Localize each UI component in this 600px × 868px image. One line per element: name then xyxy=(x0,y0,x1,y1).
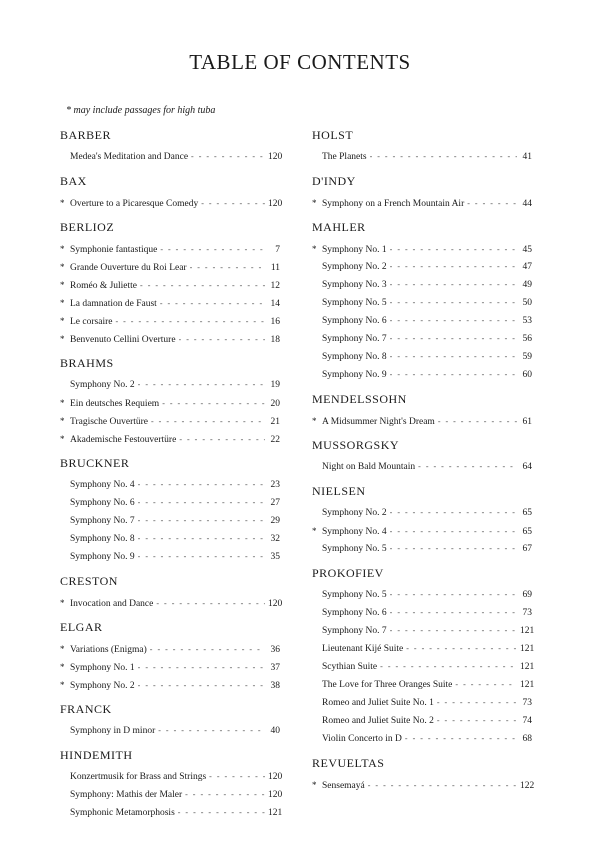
composer-heading: BAX xyxy=(60,174,87,188)
dot-leader xyxy=(191,148,265,166)
high-tuba-asterisk-icon: * xyxy=(60,198,65,208)
toc-entry[interactable] xyxy=(60,640,280,658)
page-number: 120 xyxy=(268,152,283,162)
work-title: La damnation de Faust xyxy=(70,299,157,309)
dot-leader xyxy=(437,712,517,730)
composer-section xyxy=(312,754,535,794)
work-title: Lieutenant Kijé Suite xyxy=(322,644,404,654)
work-title: Symphonic Metamorphosis xyxy=(70,808,175,818)
page-number: 47 xyxy=(522,262,532,272)
page-number: 69 xyxy=(522,590,532,600)
toc-entry[interactable] xyxy=(312,540,532,558)
dot-leader xyxy=(160,241,265,259)
work-title: Symphony No. 7 xyxy=(322,334,387,344)
composer-heading: BARBER xyxy=(60,128,112,142)
page-number: 121 xyxy=(520,626,535,636)
dot-leader xyxy=(390,312,517,330)
dot-leader xyxy=(138,677,265,695)
dot-leader xyxy=(438,413,517,431)
composer-heading: MUSSORGSKY xyxy=(312,438,400,452)
toc-entry[interactable] xyxy=(60,376,280,394)
work-title: Symphony No. 9 xyxy=(70,552,135,562)
page-number: 7 xyxy=(275,245,280,255)
page-title: TABLE OF CONTENTS xyxy=(189,50,411,74)
dot-leader xyxy=(390,604,517,622)
high-tuba-asterisk-icon: * xyxy=(60,262,65,272)
toc-entry[interactable] xyxy=(312,604,532,622)
dot-leader xyxy=(158,722,265,740)
toc-entry[interactable] xyxy=(60,430,280,448)
toc-entry[interactable] xyxy=(312,294,532,312)
work-title: Symphony No. 8 xyxy=(322,352,387,362)
composer-section xyxy=(60,126,283,166)
page-number: 36 xyxy=(270,645,280,655)
page-number: 64 xyxy=(522,462,532,472)
page-number: 14 xyxy=(270,299,280,309)
high-tuba-asterisk-icon: * xyxy=(312,526,317,536)
page-number: 41 xyxy=(522,152,532,162)
composer-heading: PROKOFIEV xyxy=(312,566,384,580)
work-title: Romeo and Juliet Suite No. 2 xyxy=(322,716,434,726)
dot-leader xyxy=(370,148,517,166)
work-title: Symphony No. 1 xyxy=(70,663,135,673)
dot-leader xyxy=(179,331,265,349)
page-number: 65 xyxy=(522,527,532,537)
composer-section xyxy=(312,482,532,558)
dot-leader xyxy=(138,476,265,494)
composer-heading: ELGAR xyxy=(60,620,103,634)
composer-heading: BRAHMS xyxy=(60,356,114,370)
work-title: Symphony No. 7 xyxy=(322,626,387,636)
dot-leader xyxy=(390,586,517,604)
work-title: Symphony No. 5 xyxy=(322,298,387,308)
page-number: 120 xyxy=(268,199,283,209)
toc-entry[interactable] xyxy=(60,530,280,548)
toc-entry[interactable] xyxy=(312,312,532,330)
page-number: 11 xyxy=(270,263,280,273)
dot-leader xyxy=(140,277,265,295)
dot-leader xyxy=(390,540,517,558)
composer-section xyxy=(60,454,280,566)
work-title: Medea's Meditation and Dance xyxy=(70,152,189,162)
dot-leader xyxy=(138,659,265,677)
toc-entry[interactable] xyxy=(312,676,535,694)
dot-leader xyxy=(390,258,517,276)
toc-entry[interactable] xyxy=(60,394,280,412)
dot-leader xyxy=(185,786,265,804)
toc-entry[interactable] xyxy=(60,722,280,740)
dot-leader xyxy=(455,676,517,694)
composer-section xyxy=(60,218,280,348)
dot-leader xyxy=(390,366,517,384)
dot-leader xyxy=(190,259,265,277)
dot-leader xyxy=(467,195,517,213)
toc-entry[interactable] xyxy=(312,586,532,604)
work-title: Roméo & Juliette xyxy=(70,281,138,291)
composer-section xyxy=(60,700,280,740)
work-title: Symphony No. 1 xyxy=(322,245,387,255)
high-tuba-asterisk-icon: * xyxy=(60,398,65,408)
dot-leader xyxy=(178,804,265,822)
dot-leader xyxy=(138,530,265,548)
page-number: 121 xyxy=(520,644,535,654)
toc-entry[interactable] xyxy=(60,258,280,276)
page-number: 45 xyxy=(522,245,532,255)
toc-entry[interactable] xyxy=(60,512,280,530)
work-title: Symphony No. 6 xyxy=(70,498,135,508)
work-title: Symphony in D minor xyxy=(70,726,156,736)
toc-entry[interactable] xyxy=(312,366,532,384)
high-tuba-asterisk-icon: * xyxy=(312,416,317,426)
work-title: Symphony No. 3 xyxy=(322,280,387,290)
page-number: 49 xyxy=(522,280,532,290)
composer-section xyxy=(312,436,532,476)
high-tuba-asterisk-icon: * xyxy=(60,298,65,308)
toc-entry[interactable] xyxy=(60,786,283,804)
composer-section xyxy=(60,618,280,694)
page-number: 120 xyxy=(268,790,283,800)
work-title: Night on Bald Mountain xyxy=(322,462,416,472)
toc-column-right xyxy=(312,126,535,800)
dot-leader xyxy=(138,494,265,512)
composer-heading: MAHLER xyxy=(312,220,366,234)
composer-section xyxy=(60,354,280,448)
work-title: Grande Ouverture du Roi Lear xyxy=(70,263,187,273)
work-title: Benvenuto Cellini Overture xyxy=(70,335,176,345)
work-title: The Love for Three Oranges Suite xyxy=(322,680,453,690)
work-title: Akademische Festouvertüre xyxy=(70,435,177,445)
dot-leader xyxy=(179,431,265,449)
toc-entry[interactable] xyxy=(60,148,283,166)
work-title: Symphony on a French Mountain Air xyxy=(322,199,465,209)
composer-heading: HOLST xyxy=(312,128,354,142)
page-number: 27 xyxy=(270,498,280,508)
page-number: 68 xyxy=(522,734,532,744)
dot-leader xyxy=(138,376,265,394)
page-number: 59 xyxy=(522,352,532,362)
dot-leader xyxy=(390,348,517,366)
page-number: 19 xyxy=(270,380,280,390)
work-title: Symphony: Mathis der Maler xyxy=(70,790,183,800)
high-tuba-asterisk-icon: * xyxy=(312,198,317,208)
dot-leader xyxy=(437,694,517,712)
toc-entry[interactable] xyxy=(312,730,532,748)
composer-heading: D'INDY xyxy=(312,174,356,188)
page-number: 32 xyxy=(270,534,280,544)
page-number: 122 xyxy=(520,781,535,791)
work-title: Romeo and Juliet Suite No. 1 xyxy=(322,698,434,708)
work-title: Overture to a Picaresque Comedy xyxy=(70,199,199,209)
toc-entry[interactable] xyxy=(60,594,283,612)
work-title: Symphony No. 5 xyxy=(322,590,387,600)
work-title: Ein deutsches Requiem xyxy=(70,399,160,409)
page-number: 120 xyxy=(268,599,283,609)
work-title: Tragische Ouvertüre xyxy=(70,417,149,427)
dot-leader xyxy=(160,295,265,313)
toc-entry[interactable] xyxy=(312,776,535,794)
page-number: 60 xyxy=(522,370,532,380)
composer-heading: BERLIOZ xyxy=(60,220,115,234)
composer-heading: FRANCK xyxy=(60,702,112,716)
work-title: Symphony No. 2 xyxy=(322,508,387,518)
toc-entry[interactable] xyxy=(312,694,532,712)
toc-entry[interactable] xyxy=(60,494,280,512)
toc-entry[interactable] xyxy=(312,330,532,348)
toc-entry[interactable] xyxy=(60,330,280,348)
dot-leader xyxy=(156,595,265,613)
page-number: 121 xyxy=(268,808,283,818)
high-tuba-asterisk-icon: * xyxy=(60,334,65,344)
composer-section xyxy=(312,126,532,166)
page-number: 50 xyxy=(522,298,532,308)
toc-entry[interactable] xyxy=(312,458,532,476)
toc-column-left xyxy=(60,126,283,828)
toc-entry[interactable] xyxy=(312,658,535,676)
dot-leader xyxy=(201,195,265,213)
page-number: 73 xyxy=(522,608,532,618)
dot-leader xyxy=(150,641,265,659)
toc-entry[interactable] xyxy=(312,348,532,366)
composer-section xyxy=(60,572,283,612)
toc-entry[interactable] xyxy=(60,312,280,330)
page-number: 20 xyxy=(270,399,280,409)
dot-leader xyxy=(406,640,517,658)
high-tuba-asterisk-icon: * xyxy=(312,244,317,254)
high-tuba-asterisk-icon: * xyxy=(60,316,65,326)
dot-leader xyxy=(151,413,265,431)
composer-heading: NIELSEN xyxy=(312,484,366,498)
toc-entry[interactable] xyxy=(60,768,283,786)
composer-section xyxy=(60,746,283,822)
page-number: 21 xyxy=(270,417,280,427)
toc-entry[interactable] xyxy=(312,194,532,212)
work-title: Symphony No. 2 xyxy=(70,681,135,691)
toc-entry[interactable] xyxy=(312,522,532,540)
page-number: 12 xyxy=(270,281,280,291)
work-title: Symphony No. 4 xyxy=(70,480,135,490)
toc-entry[interactable] xyxy=(312,276,532,294)
toc-entry[interactable] xyxy=(60,276,280,294)
toc-entry[interactable] xyxy=(60,676,280,694)
dot-leader xyxy=(390,622,517,640)
footnote-high-tuba: * may include passages for high tuba xyxy=(66,105,216,116)
toc-entry[interactable] xyxy=(312,412,532,430)
composer-section xyxy=(312,390,532,430)
high-tuba-asterisk-icon: * xyxy=(60,680,65,690)
toc-entry[interactable] xyxy=(60,476,280,494)
work-title: Symphony No. 5 xyxy=(322,544,387,554)
dot-leader xyxy=(390,504,517,522)
page-number: 61 xyxy=(522,417,532,427)
page-number: 74 xyxy=(522,716,532,726)
toc-entry[interactable] xyxy=(312,504,532,522)
dot-leader xyxy=(405,730,517,748)
page-number: 40 xyxy=(270,726,280,736)
composer-heading: BRUCKNER xyxy=(60,456,130,470)
composer-heading: CRESTON xyxy=(60,574,118,588)
work-title: Symphony No. 7 xyxy=(70,516,135,526)
toc-entry[interactable] xyxy=(312,240,532,258)
work-title: Konzertmusik for Brass and Strings xyxy=(70,772,207,782)
toc-entry[interactable] xyxy=(312,258,532,276)
dot-leader xyxy=(368,777,517,795)
page-number: 53 xyxy=(522,316,532,326)
dot-leader xyxy=(390,523,517,541)
dot-leader xyxy=(162,395,265,413)
page-number: 29 xyxy=(270,516,280,526)
work-title: Violin Concerto in D xyxy=(322,734,402,744)
dot-leader xyxy=(209,768,265,786)
work-title: Symphony No. 2 xyxy=(70,380,135,390)
work-title: Symphony No. 6 xyxy=(322,608,387,618)
dot-leader xyxy=(390,330,517,348)
work-title: The Planets xyxy=(322,152,367,162)
toc-entry[interactable] xyxy=(60,194,283,212)
toc-entry[interactable] xyxy=(60,240,280,258)
toc-entry[interactable] xyxy=(60,804,283,822)
toc-entry[interactable] xyxy=(60,658,280,676)
composer-section xyxy=(312,218,532,384)
work-title: Symphony No. 4 xyxy=(322,527,387,537)
dot-leader xyxy=(418,458,517,476)
high-tuba-asterisk-icon: * xyxy=(312,780,317,790)
dot-leader xyxy=(380,658,517,676)
work-title: A Midsummer Night's Dream xyxy=(322,417,435,427)
work-title: Le corsaire xyxy=(70,317,113,327)
work-title: Symphony No. 9 xyxy=(322,370,387,380)
composer-heading: HINDEMITH xyxy=(60,748,133,762)
work-title: Symphonie fantastique xyxy=(70,245,158,255)
toc-entry[interactable] xyxy=(60,548,280,566)
high-tuba-asterisk-icon: * xyxy=(60,244,65,254)
high-tuba-asterisk-icon: * xyxy=(60,434,65,444)
work-title: Variations (Enigma) xyxy=(70,645,147,655)
dot-leader xyxy=(390,294,517,312)
page-number: 16 xyxy=(270,317,280,327)
dot-leader xyxy=(390,241,517,259)
toc-entry[interactable] xyxy=(312,640,535,658)
page-number: 18 xyxy=(270,335,280,345)
toc-entry[interactable] xyxy=(60,294,280,312)
high-tuba-asterisk-icon: * xyxy=(60,598,65,608)
work-title: Scythian Suite xyxy=(322,662,378,672)
page-number: 22 xyxy=(270,435,280,445)
high-tuba-asterisk-icon: * xyxy=(60,416,65,426)
toc-entry[interactable] xyxy=(312,712,532,730)
page-number: 121 xyxy=(520,680,535,690)
page-number: 56 xyxy=(522,334,532,344)
page-number: 35 xyxy=(270,552,280,562)
composer-section xyxy=(60,172,283,212)
page-number: 121 xyxy=(520,662,535,672)
high-tuba-asterisk-icon: * xyxy=(60,280,65,290)
dot-leader xyxy=(115,313,265,331)
page-number: 67 xyxy=(522,544,532,554)
composer-section xyxy=(312,564,535,748)
dot-leader xyxy=(138,548,265,566)
toc-entry[interactable] xyxy=(60,412,280,430)
high-tuba-asterisk-icon: * xyxy=(60,644,65,654)
dot-leader xyxy=(390,276,517,294)
page-number: 37 xyxy=(270,663,280,673)
page-number: 73 xyxy=(522,698,532,708)
page-number: 23 xyxy=(270,480,280,490)
work-title: Symphony No. 2 xyxy=(322,262,387,272)
work-title: Symphony No. 8 xyxy=(70,534,135,544)
work-title: Invocation and Dance xyxy=(70,599,154,609)
page-number: 120 xyxy=(268,772,283,782)
dot-leader xyxy=(138,512,265,530)
page-number: 38 xyxy=(270,681,280,691)
toc-entry[interactable] xyxy=(312,148,532,166)
work-title: Symphony No. 6 xyxy=(322,316,387,326)
composer-heading: REVUELTAS xyxy=(312,756,385,770)
composer-heading: MENDELSSOHN xyxy=(312,392,407,406)
toc-entry[interactable] xyxy=(312,622,535,640)
page-number: 44 xyxy=(522,199,532,209)
high-tuba-asterisk-icon: * xyxy=(60,662,65,672)
page-number: 65 xyxy=(522,508,532,518)
work-title: Sensemayá xyxy=(322,781,365,791)
composer-section xyxy=(312,172,532,212)
